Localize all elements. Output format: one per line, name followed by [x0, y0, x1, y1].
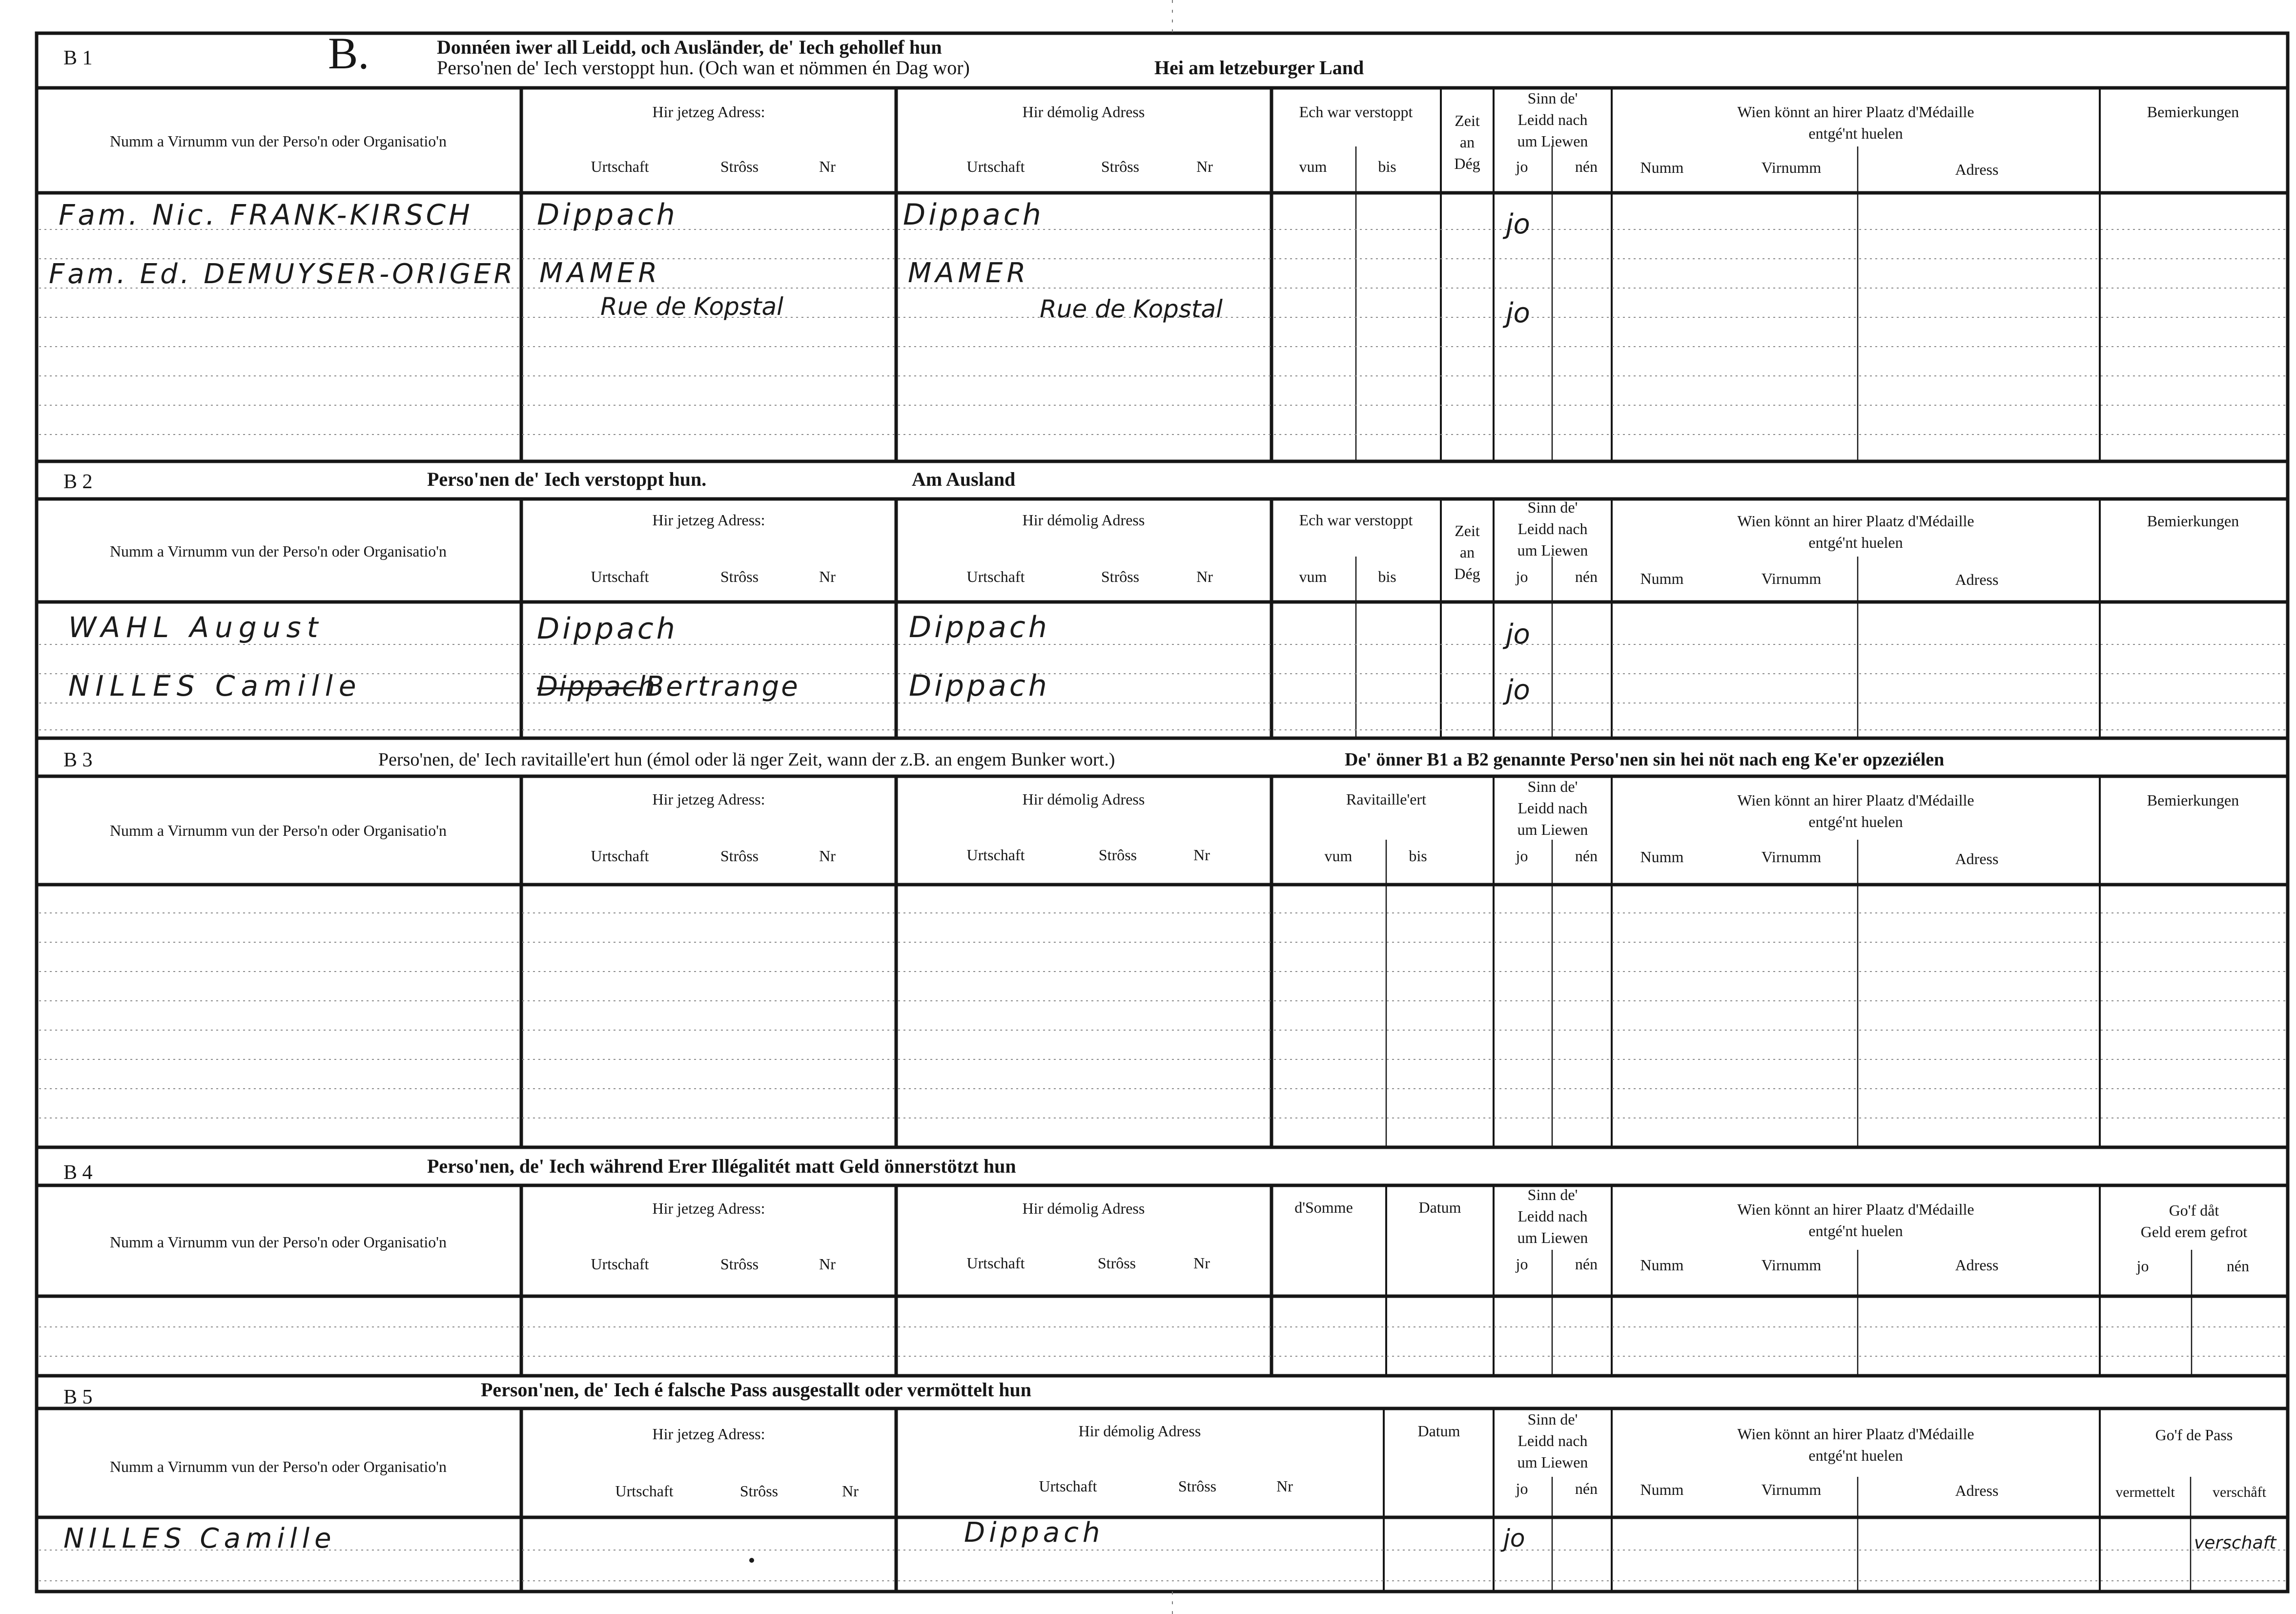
header-name: Numm a Virnumm vun der Perso'n oder Organisatio'n	[109, 132, 447, 150]
header-sub-numm: Numm	[1640, 1256, 1684, 1274]
header-wien-1: Wien könnt an hirer Plaatz d'Médaille	[1737, 1425, 1974, 1443]
header-wien-2: entgé'nt huelen	[1808, 534, 1903, 551]
header-wien-1: Wien könnt an hirer Plaatz d'Médaille	[1737, 791, 1974, 809]
header-sub-jo: jo	[1516, 1255, 1528, 1273]
row-alive: jo	[1506, 297, 1530, 329]
section-b1	[37, 28, 2288, 461]
header-sinn-1: Sinn de'	[1527, 1186, 1578, 1203]
header-sub-urtschaft: Urtschaft	[966, 1254, 1025, 1272]
header-sub-jo: jo	[2136, 1257, 2149, 1275]
header-sinn-1: Sinn de'	[1527, 89, 1578, 107]
header-sub-numm: Numm	[1640, 1481, 1684, 1498]
header-name: Numm a Virnumm vun der Perso'n oder Organisatio'n	[109, 1233, 447, 1251]
header-datum: Datum	[1418, 1199, 1461, 1216]
section-id: B 1	[63, 47, 93, 69]
header-wien-2: entgé'nt huelen	[1808, 1447, 1903, 1464]
header-sinn-3: um Liewen	[1517, 132, 1588, 150]
header-sub-urtschaft: Urtschaft	[591, 568, 649, 585]
row-former-place: Dippach	[909, 669, 1050, 703]
header-sub-virnumm: Virnumm	[1761, 570, 1822, 587]
header-sub-nr: Nr	[1193, 1254, 1210, 1272]
section-title-line-1: Donnéen iwer all Leidd, och Ausländer, de' Iech gehollef hun	[437, 36, 942, 58]
header-current-address: Hir jetzeg Adress:	[652, 790, 765, 808]
header-sub-virnumm: Virnumm	[1761, 159, 1822, 176]
header-sub-nen: nén	[1575, 568, 1598, 585]
header-sub-stross: Strôss	[1097, 1254, 1136, 1272]
header-sub-vum: vum	[1299, 568, 1327, 585]
header-sinn-3: um Liewen	[1517, 1453, 1588, 1471]
header-sinn-2: Leidd nach	[1517, 520, 1588, 538]
section-title-extra: De' önner B1 a B2 genannte Perso'nen sin hei nöt nach eng Ke'er opzeziélen	[1345, 749, 1945, 770]
header-sub-jo: jo	[1516, 158, 1528, 175]
header-sub-nr: Nr	[1276, 1477, 1293, 1495]
header-sub-nr: Nr	[819, 158, 836, 175]
section-title-extra: Am Ausland	[912, 468, 1016, 490]
header-sub-virnumm: Virnumm	[1761, 1481, 1822, 1498]
row-former-street: Rue de Kopstal	[1040, 295, 1223, 323]
row-alive: jo	[1506, 619, 1530, 650]
row-alive: jo	[1503, 1524, 1525, 1552]
header-wien-2: entgé'nt huelen	[1808, 813, 1903, 830]
row-former-place: MAMER	[908, 257, 1030, 289]
row-name: Fam. Ed. DEMUYSER-ORIGER	[49, 258, 516, 290]
section-title-extra: Hei am letzeburger Land	[1154, 57, 1364, 79]
header-zeit-3: Dég	[1454, 565, 1480, 582]
header-sub-virnumm: Virnumm	[1761, 848, 1822, 866]
header-sub-stross: Strôss	[720, 158, 759, 175]
header-former-address: Hir démolig Adress	[1022, 1200, 1145, 1217]
section-title: Perso'nen, de' Iech während Erer Illégalitét matt Geld önnerstötzt hun	[427, 1155, 1016, 1177]
header-name: Numm a Virnumm vun der Perso'n oder Organisatio'n	[109, 1458, 447, 1475]
section-b4	[37, 1147, 2288, 1376]
header-sub-vum: vum	[1299, 158, 1327, 175]
section-id: B 3	[63, 749, 93, 771]
header-current-address: Hir jetzeg Adress:	[652, 103, 765, 121]
header-gof-2: Geld erem gefrot	[2140, 1223, 2248, 1241]
section-letter: B.	[328, 28, 369, 78]
header-sub-nr: Nr	[819, 568, 836, 585]
header-name: Numm a Virnumm vun der Perso'n oder Organisatio'n	[109, 822, 447, 839]
header-sub-nr: Nr	[1196, 568, 1213, 585]
header-sub-stross: Strôss	[720, 1255, 759, 1273]
row-current-place: Bertrange	[645, 671, 800, 703]
section-id: B 4	[63, 1161, 93, 1184]
header-sub-numm: Numm	[1640, 159, 1684, 176]
header-verschaft: verschåft	[2213, 1484, 2266, 1500]
row-current-place: MAMER	[539, 257, 661, 289]
section-title: Perso'nen de' Iech verstoppt hun.	[427, 468, 707, 490]
header-sinn-3: um Liewen	[1517, 1229, 1588, 1246]
row-name: NILLES Camille	[68, 669, 362, 703]
header-sub-bis: bis	[1378, 158, 1396, 175]
header-zeit-2: an	[1459, 133, 1475, 151]
header-remarks: Bemierkungen	[2147, 512, 2239, 530]
header-sub-nr: Nr	[842, 1482, 859, 1500]
header-sub-jo: jo	[1516, 1480, 1528, 1497]
header-sub-adress: Adress	[1955, 850, 1999, 868]
header-vermettelt: vermettelt	[2115, 1484, 2175, 1500]
header-sub-stross: Strôss	[1101, 158, 1140, 175]
header-wien-1: Wien könnt an hirer Plaatz d'Médaille	[1737, 512, 1974, 530]
header-sub-jo: jo	[1516, 568, 1528, 585]
header-sub-bis: bis	[1409, 847, 1427, 865]
header-sub-urtschaft: Urtschaft	[966, 158, 1025, 175]
header-sub-urtschaft: Urtschaft	[591, 158, 649, 175]
header-sub-vum: vum	[1324, 847, 1353, 865]
header-zeit-1: Zeit	[1455, 112, 1480, 129]
header-wien-2: entgé'nt huelen	[1808, 1222, 1903, 1240]
section-b3	[37, 738, 2288, 1147]
header-sinn-2: Leidd nach	[1517, 1432, 1588, 1449]
header-current-address: Hir jetzeg Adress:	[652, 511, 765, 529]
header-wien-2: entgé'nt huelen	[1808, 124, 1903, 142]
row-former-place: Dippach	[903, 198, 1044, 232]
header-sub-nen: nén	[1575, 158, 1598, 175]
header-sub-nr: Nr	[819, 847, 836, 865]
section-id: B 5	[63, 1386, 93, 1408]
header-wien-1: Wien könnt an hirer Plaatz d'Médaille	[1737, 103, 1974, 121]
header-sub-stross: Strôss	[1098, 846, 1137, 864]
header-sub-numm: Numm	[1640, 570, 1684, 587]
header-sinn-2: Leidd nach	[1517, 799, 1588, 817]
header-ravitailleert: Ravitaille'ert	[1346, 790, 1426, 808]
row-alive: jo	[1506, 208, 1530, 240]
header-former-address: Hir démolig Adress	[1022, 511, 1145, 529]
header-sub-nr: Nr	[1196, 158, 1213, 175]
header-current-address: Hir jetzeg Adress:	[652, 1200, 765, 1217]
section-b5	[37, 1376, 2288, 1592]
header-sinn-1: Sinn de'	[1527, 1410, 1578, 1428]
header-remarks: Bemierkungen	[2147, 103, 2239, 121]
section-title: Perso'nen, de' Iech ravitaille'ert hun (émol oder lä nger Zeit, wann der z.B. an engem Bunker wort.)	[378, 749, 1115, 770]
header-zeit-2: an	[1459, 543, 1475, 561]
header-former-address: Hir démolig Adress	[1022, 103, 1145, 121]
header-sub-urtschaft: Urtschaft	[591, 1255, 649, 1273]
header-sub-adress: Adress	[1955, 161, 1999, 178]
row-former-place: Dippach	[964, 1517, 1104, 1549]
header-hidden: Ech war verstoppt	[1299, 511, 1413, 529]
row-pass: verschaft	[2194, 1533, 2276, 1553]
header-sub-stross: Strôss	[739, 1482, 779, 1500]
header-sub-jo: jo	[1516, 847, 1528, 865]
row-name: NILLES Camille	[63, 1523, 336, 1554]
header-former-address: Hir démolig Adress	[1022, 790, 1145, 808]
header-sub-numm: Numm	[1640, 848, 1684, 866]
header-sub-stross: Strôss	[1101, 568, 1140, 585]
header-sub-urtschaft: Urtschaft	[591, 847, 649, 865]
section-title: Person'nen, de' Iech é falsche Pass ausgestallt oder vermöttelt hun	[481, 1379, 1032, 1401]
header-name: Numm a Virnumm vun der Perso'n oder Organisatio'n	[109, 542, 447, 560]
header-sub-stross: Strôss	[720, 568, 759, 585]
header-sub-bis: bis	[1378, 568, 1396, 585]
header-current-address: Hir jetzeg Adress:	[652, 1425, 765, 1443]
header-zeit-3: Dég	[1454, 155, 1480, 172]
header-sub-urtschaft: Urtschaft	[966, 568, 1025, 585]
header-sub-stross: Strôss	[720, 847, 759, 865]
header-sub-nen: nén	[1575, 1480, 1598, 1497]
row-current-street: Rue de Kopstal	[600, 292, 783, 321]
row-current-place: Dippach	[537, 198, 678, 232]
header-sub-urtschaft: Urtschaft	[966, 846, 1025, 864]
header-wien-1: Wien könnt an hirer Plaatz d'Médaille	[1737, 1200, 1974, 1218]
header-remarks: Bemierkungen	[2147, 791, 2239, 809]
header-somme: d'Somme	[1294, 1199, 1353, 1216]
header-sinn-3: um Liewen	[1517, 821, 1588, 838]
header-sinn-2: Leidd nach	[1517, 111, 1588, 128]
header-sub-urtschaft: Urtschaft	[615, 1482, 674, 1500]
header-sinn-2: Leidd nach	[1517, 1207, 1588, 1225]
header-sub-nen: nén	[2226, 1257, 2250, 1275]
header-gof-1: Go'f dåt	[2169, 1201, 2219, 1219]
header-sub-adress: Adress	[1955, 1482, 1999, 1499]
section-title-line-2: Perso'nen de' Iech verstoppt hun. (Och wan et nömmen én Dag wor)	[437, 57, 970, 79]
header-sinn-1: Sinn de'	[1527, 778, 1578, 795]
row-current-place: Dippach	[537, 612, 678, 646]
header-zeit-1: Zeit	[1455, 522, 1480, 539]
header-sinn-3: um Liewen	[1517, 541, 1588, 559]
header-sub-nr: Nr	[819, 1255, 836, 1273]
section-id: B 2	[63, 471, 93, 493]
header-pass: Go'f de Pass	[2155, 1426, 2233, 1444]
header-former-address: Hir démolig Adress	[1078, 1422, 1201, 1440]
ink-dot	[749, 1558, 754, 1563]
header-sub-nen: nén	[1575, 1255, 1598, 1273]
row-alive: jo	[1506, 674, 1530, 706]
header-sub-stross: Strôss	[1178, 1477, 1217, 1495]
header-sub-adress: Adress	[1955, 571, 1999, 588]
header-datum: Datum	[1417, 1422, 1460, 1440]
header-sub-adress: Adress	[1955, 1256, 1999, 1274]
row-former-place: Dippach	[909, 610, 1050, 644]
row-name: Fam. Nic. FRANK-KIRSCH	[59, 198, 473, 231]
header-sub-virnumm: Virnumm	[1761, 1256, 1822, 1274]
header-sub-nr: Nr	[1193, 846, 1210, 864]
header-hidden: Ech war verstoppt	[1299, 103, 1413, 121]
row-name: WAHL August	[68, 611, 324, 644]
header-sinn-1: Sinn de'	[1527, 498, 1578, 516]
section-b2	[37, 461, 2288, 738]
row-current-struck: Dippach	[537, 671, 656, 703]
header-sub-nen: nén	[1575, 847, 1598, 865]
header-sub-urtschaft: Urtschaft	[1039, 1477, 1097, 1495]
